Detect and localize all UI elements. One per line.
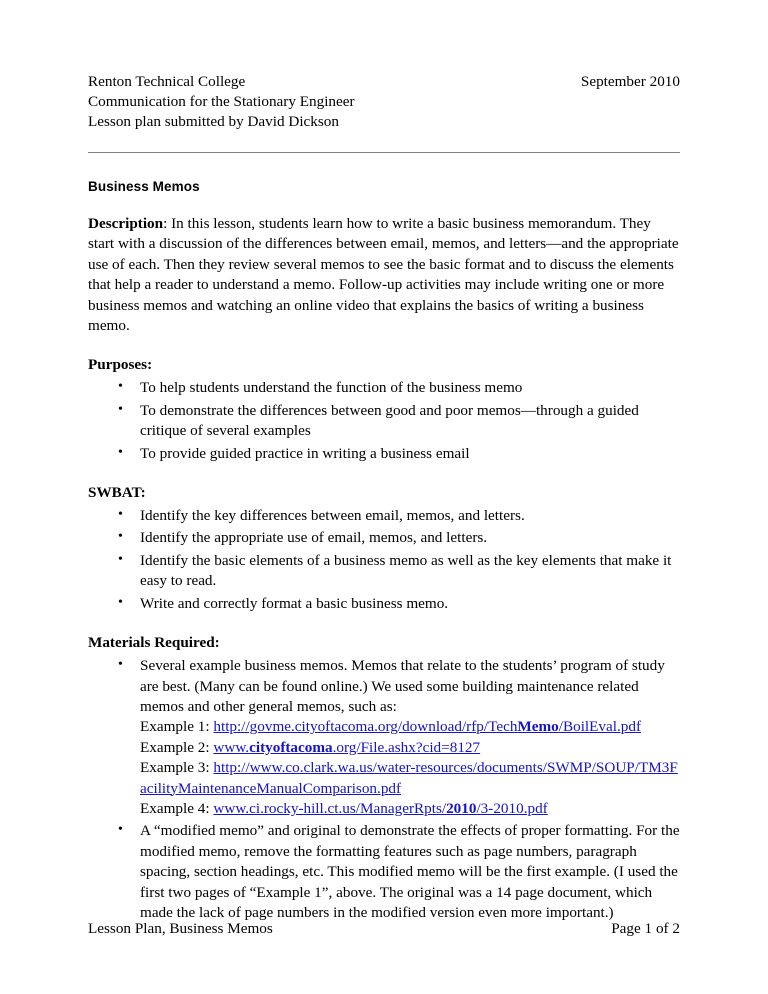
list-item: • To provide guided practice in writing a business email bbox=[88, 444, 680, 464]
swbat-list bbox=[88, 506, 680, 614]
example-3-line bbox=[140, 758, 680, 799]
list-item: • Identify the key differences between email, memos, and letters. bbox=[88, 506, 680, 526]
example-1-link[interactable] bbox=[213, 718, 641, 735]
example-4-link[interactable] bbox=[213, 800, 547, 817]
example-1-line bbox=[140, 717, 680, 737]
example-4-line bbox=[140, 799, 680, 819]
materials-heading: Materials Required: bbox=[88, 634, 220, 652]
document-footer bbox=[88, 920, 680, 938]
list-item: • A “modified memo” and original to demonstrate the effects of proper formatting. For the modified memo, remove the formatting features such as page numbers, paragraph spacing, section headings, etc. This modified memo will be the first example. (I used the first two pages of “Example 1”, above. The original was a 14 page document, which made the lack of page numbers in the modified version even more important.) bbox=[88, 821, 680, 923]
example-2-line bbox=[140, 738, 680, 758]
link-part-bold: cityoftacoma bbox=[249, 738, 333, 756]
example-4-label: Example 4: bbox=[140, 799, 214, 817]
page-title: Business Memos bbox=[88, 179, 200, 194]
link-part-post: resources/documents/SWMP/SOUP/TM3FacilityMaintenanceManualComparison.pdf bbox=[140, 759, 678, 797]
description-label: Description bbox=[88, 215, 164, 232]
swbat-colon: : bbox=[140, 484, 146, 502]
document-header bbox=[88, 72, 680, 132]
link-part-bold: Memo bbox=[517, 718, 559, 736]
example-3-link[interactable] bbox=[140, 759, 678, 796]
materials-item-text: Several example business memos. Memos that relate to the students’ program of study are best. (Many can be found online.) We used some building maintenance related memos and other general memos, such as: bbox=[140, 657, 665, 715]
example-2-label: Example 2: bbox=[140, 738, 214, 756]
institution-name: Renton Technical College bbox=[88, 73, 246, 90]
link-part-bold: 2010 bbox=[446, 799, 477, 817]
purposes-list bbox=[88, 378, 680, 464]
description-text: : In this lesson, students learn how to write a basic business memorandum. They start with a discussion of the differences between email, memos, and letters—and the appropriate use of each. Then they review several memos to see the basic format and to discuss the elements that help a reader to understand a memo. Follow-up activities may include writing one or more business memos and watching an online video that explains the basics of writing a business memo. bbox=[88, 215, 679, 335]
document-date: September 2010 bbox=[580, 73, 680, 90]
link-part-pre: www. bbox=[213, 738, 250, 756]
swbat-heading bbox=[88, 484, 680, 502]
swbat-label: SWBAT bbox=[88, 484, 141, 502]
link-part-post: /3-2010.pdf bbox=[476, 799, 548, 817]
link-part-pre: http://www.co.clark.wa.us/water- bbox=[213, 759, 416, 777]
list-item bbox=[88, 656, 680, 819]
header-divider bbox=[88, 152, 680, 153]
list-item: • To demonstrate the differences between good and poor memos—through a guided critique of several examples bbox=[88, 401, 680, 442]
header-line-1 bbox=[88, 72, 680, 92]
link-part-pre: http://govme.cityoftacoma.org/download/rfp/Tech bbox=[213, 718, 518, 736]
example-1-label: Example 1: bbox=[140, 718, 214, 736]
list-item: • Identify the appropriate use of email, memos, and letters. bbox=[88, 528, 680, 548]
description-paragraph bbox=[88, 214, 680, 336]
list-item: • To help students understand the function of the business memo bbox=[88, 378, 680, 398]
course-name: Communication for the Stationary Engineer bbox=[88, 93, 355, 110]
list-item: • Identify the basic elements of a business memo as well as the key elements that make it easy to read. bbox=[88, 551, 680, 592]
link-part-post: .org/File.ashx?cid=8127 bbox=[332, 738, 481, 756]
example-2-link[interactable] bbox=[213, 739, 480, 756]
footer-left: Lesson Plan, Business Memos bbox=[88, 920, 273, 937]
link-part-post: /BoilEval.pdf bbox=[558, 718, 642, 736]
author-line: Lesson plan submitted by David Dickson bbox=[88, 113, 339, 130]
list-item: • Write and correctly format a basic business memo. bbox=[88, 594, 680, 614]
purposes-heading: Purposes: bbox=[88, 356, 153, 374]
footer-page-number: Page 1 of 2 bbox=[611, 920, 680, 937]
link-part-pre: www.ci.rocky-hill.ct.us/ManagerRpts/ bbox=[213, 799, 447, 817]
example-3-label: Example 3: bbox=[140, 759, 214, 777]
materials-list bbox=[88, 656, 680, 923]
